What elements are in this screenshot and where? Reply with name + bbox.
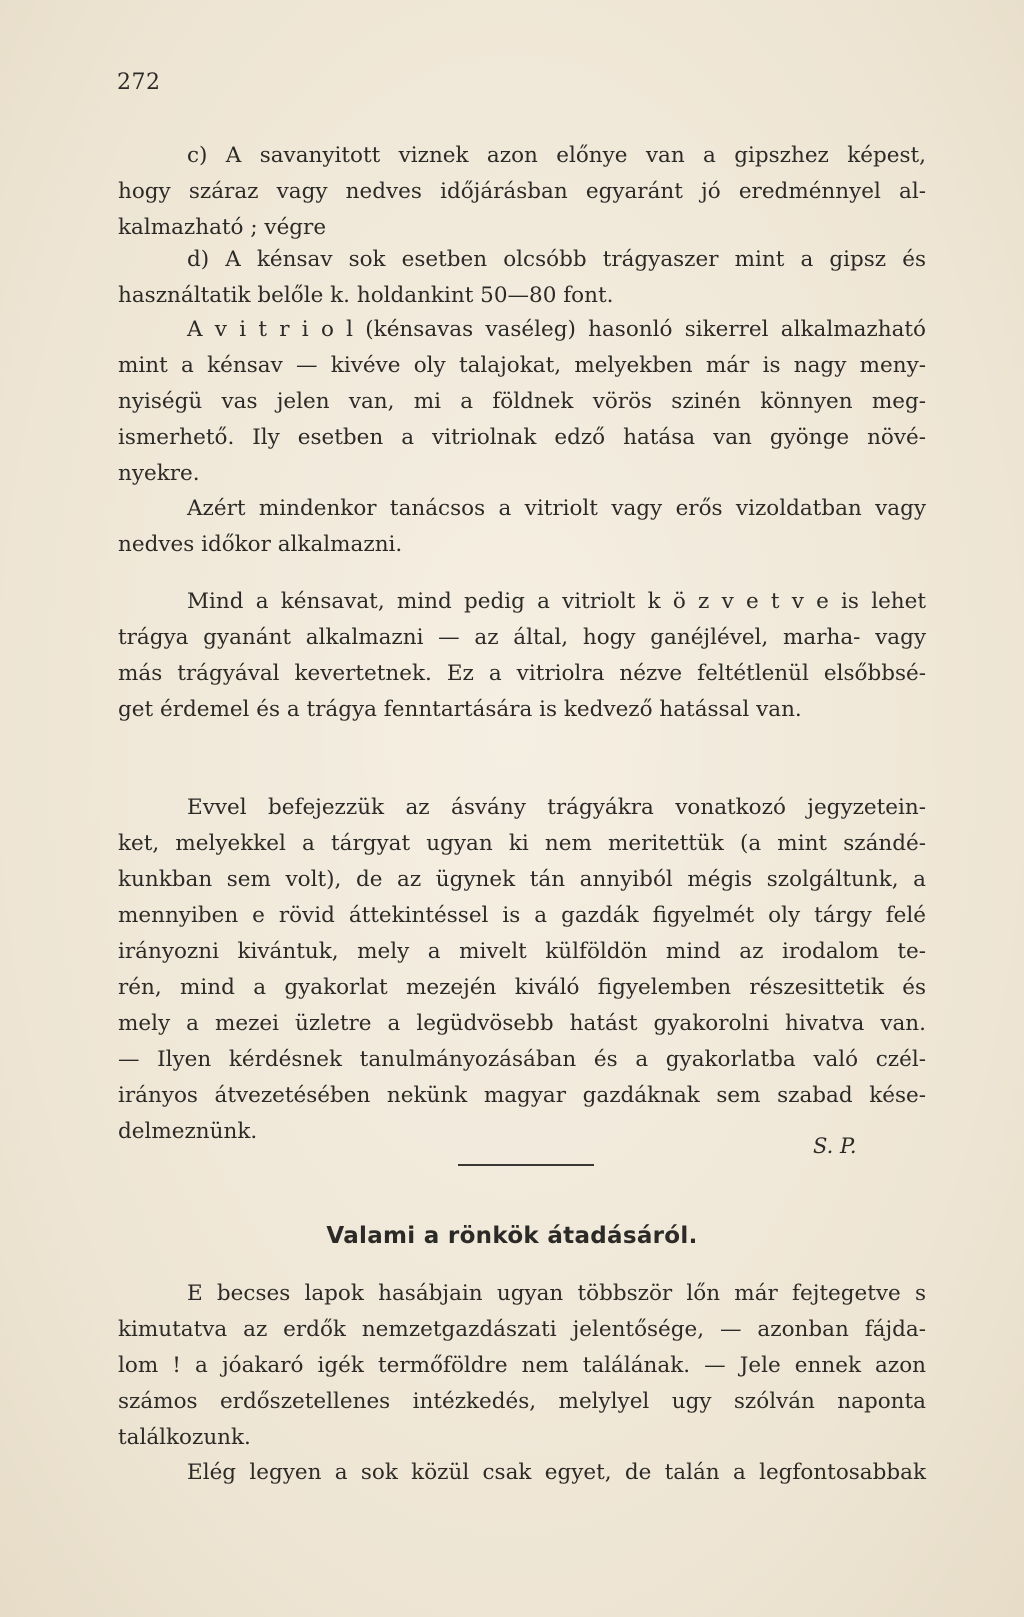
text-line: delmeznünk. — [118, 1119, 258, 1144]
text-line: nedves időkor alkalmazni. — [118, 532, 403, 557]
text-line: Azért mindenkor tanácsos a vitriolt vagy erős vizoldatban vagy — [187, 496, 926, 521]
text-line: c) A savanyitott viznek azon előnye van a gipszhez képest, — [187, 143, 926, 168]
text-line: kimutatva az erdők nemzetgazdászati jelentősége, — azonban fájda- — [118, 1317, 926, 1342]
paragraph-mind — [118, 584, 926, 728]
paragraph-d — [118, 242, 926, 314]
text-line: d) A kénsav sok esetben olcsóbb trágyaszer mint a gipsz és — [187, 247, 926, 272]
text-line: lom ! a jóakaró igék termőföldre nem találának. — Jele ennek azon — [118, 1353, 926, 1378]
text-line: ismerhető. Ily esetben a vitriolnak edző hatása van gyönge növé- — [118, 425, 926, 450]
text-line: nyiségü vas jelen van, mi a földnek vörös szinén könnyen meg- — [118, 389, 926, 414]
paragraph-vitriol — [118, 312, 926, 492]
text-line: rén, mind a gyakorlat mezején kiváló figyelemben részesittetik és — [118, 975, 926, 1000]
text-line: ket, melyekkel a tárgyat ugyan ki nem meritettük (a mint szándé- — [118, 831, 926, 856]
text-line: hogy száraz vagy nedves időjárásban egyaránt jó eredménnyel al- — [118, 179, 926, 204]
text-line: irányos átvezetésében nekünk magyar gazdáknak sem szabad kése- — [118, 1083, 926, 1108]
text-line: használtatik belőle k. holdankint 50—80 font. — [118, 283, 614, 308]
text-line: Evvel befejezzük az ásvány trágyákra vonatkozó jegyzetein- — [187, 795, 926, 820]
text-line: A v i t r i o l (kénsavas vaséleg) hasonló sikerrel alkalmazható — [187, 317, 926, 342]
text-line: E becses lapok hasábjain ugyan többször lőn már fejtegetve s — [187, 1281, 926, 1306]
paragraph-azert — [118, 491, 926, 563]
section-divider — [458, 1164, 594, 1166]
text-line: számos erdőszetellenes intézkedés, melylyel ugy szólván naponta — [118, 1389, 926, 1414]
paragraph-eleg — [118, 1455, 926, 1491]
page-number: 272 — [117, 70, 161, 95]
text-line: trágya gyanánt alkalmazni — az által, hogy ganéjlével, marha- vagy — [118, 625, 926, 650]
text-line: — Ilyen kérdésnek tanulmányozásában és a gyakorlatba való czél- — [118, 1047, 926, 1072]
text-line: mennyiben e rövid áttekintéssel is a gazdák figyelmét oly tárgy felé — [118, 903, 926, 928]
paragraph-c — [118, 138, 926, 246]
text-line: Mind a kénsavat, mind pedig a vitriolt k ö z v e t v e is lehet — [187, 589, 926, 614]
text-line: Elég legyen a sok közül csak egyet, de talán a legfontosabbak — [187, 1460, 926, 1485]
text-line: nyekre. — [118, 461, 200, 486]
text-line: találkozunk. — [118, 1425, 251, 1450]
text-line: mint a kénsav — kivéve oly talajokat, melyekben már is nagy meny- — [118, 353, 926, 378]
text-line: kunkban sem volt), de az ügynek tán annyiból mégis szolgáltunk, a — [118, 867, 926, 892]
author-signature: S. P. — [813, 1134, 857, 1158]
text-line: irányozni kivántuk, mely a mivelt külföldön mind az irodalom te- — [118, 939, 926, 964]
text-line: get érdemel és a trágya fenntartására is kedvező hatással van. — [118, 697, 802, 722]
paragraph-e-becses — [118, 1276, 926, 1456]
text-line: más trágyával kevertetnek. Ez a vitriolra nézve feltétlenül elsőbbsé- — [118, 661, 926, 686]
paragraph-closing — [118, 790, 926, 1150]
section-heading: Valami a rönkök átadásáról. — [326, 1223, 698, 1249]
text-line: mely a mezei üzletre a legüdvösebb hatást gyakorolni hivatva van. — [118, 1011, 926, 1036]
text-line: kalmazható ; végre — [118, 215, 327, 240]
